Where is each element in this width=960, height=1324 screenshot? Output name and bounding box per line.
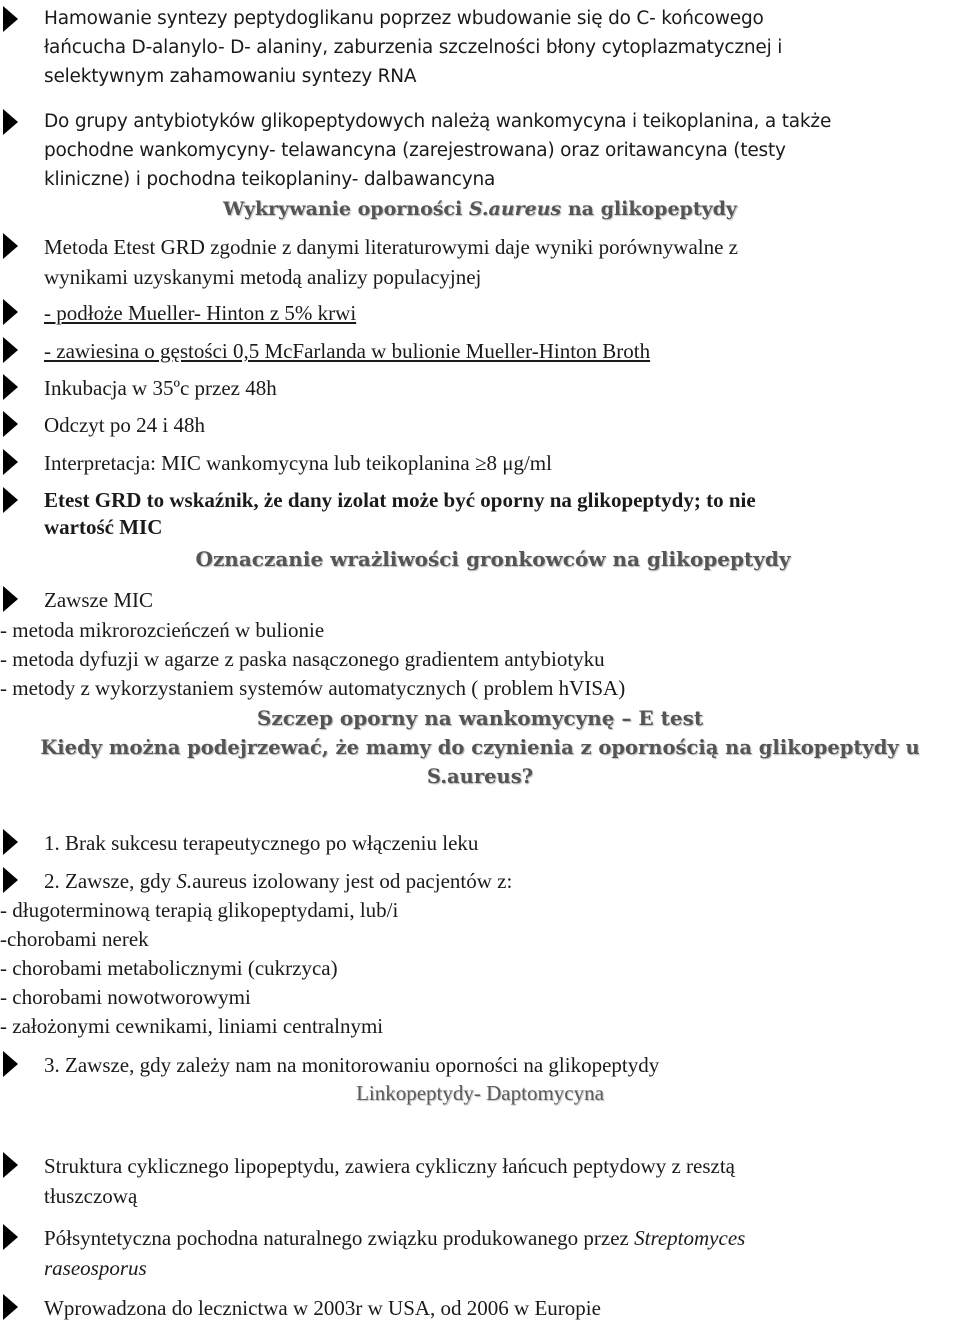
text-line: Etest GRD to wskaźnik, że dany izolat może być oporny na glikopeptydy; to nie bbox=[44, 488, 756, 512]
text-line: Hamowanie syntezy peptydoglikanu poprzez wbudowanie się do C- końcowego bbox=[44, 8, 764, 29]
bullet-text: 3. Zawsze, gdy zależy nam na monitorowaniu oporności na glikopeptydy bbox=[44, 1053, 660, 1077]
section-heading-etest-resistant: Szczep oporny na wankomycynę – E test bbox=[256, 706, 704, 730]
heading-italic-text: S.aureus bbox=[468, 198, 562, 220]
text-line-italic: raseosporus bbox=[44, 1256, 147, 1280]
bullet-arrow-icon bbox=[3, 487, 18, 513]
list-item: - chorobami metabolicznymi (cukrzyca) bbox=[0, 956, 338, 980]
bullet-arrow-icon bbox=[3, 299, 18, 325]
text-span: izolowany jest od pacjentów z: bbox=[246, 869, 513, 893]
bullet-arrow-icon bbox=[3, 586, 18, 612]
text-span-italic: Streptomyces bbox=[634, 1226, 746, 1250]
bullet-text bbox=[44, 107, 958, 194]
text-line: Do grupy antybiotyków glikopeptydowych należą wankomycyna i teikoplanina, a także bbox=[44, 111, 832, 132]
bullet-text bbox=[44, 1223, 958, 1283]
bullet-text: 1. Brak sukcesu terapeutycznego po włączeniu leku bbox=[44, 831, 479, 855]
text-line: Metoda Etest GRD zgodnie z danymi literaturowymi daje wyniki porównywalne z bbox=[44, 235, 738, 259]
text-line: tłuszczową bbox=[44, 1184, 138, 1208]
text-line: selektywnym zahamowaniu syntezy RNA bbox=[44, 66, 417, 87]
bullet-text: Interpretacja: MIC wankomycyna lub teikoplanina ≥8 μg/ml bbox=[44, 451, 552, 475]
text-span-italic: S. bbox=[176, 869, 193, 893]
bullet-text: Zawsze MIC bbox=[44, 588, 154, 612]
list-item: - metoda mikrorozcieńczeń w bulionie bbox=[0, 618, 325, 642]
bullet-arrow-icon bbox=[3, 109, 18, 135]
text-line bbox=[44, 1223, 958, 1253]
text-line: Struktura cyklicznego lipopeptydu, zawiera cykliczny łańcuch peptydowy z resztą bbox=[44, 1154, 735, 1178]
text-line: wartość MIC bbox=[44, 515, 163, 539]
list-item: - metoda dyfuzji w agarze z paska nasączonego gradientem antybiotyku bbox=[0, 647, 605, 671]
bullet-arrow-icon bbox=[3, 374, 18, 400]
bullet-arrow-icon bbox=[3, 449, 18, 475]
text-line: wynikami uzyskanymi metodą analizy populacyjnej bbox=[44, 265, 482, 289]
bullet-arrow-icon bbox=[3, 829, 18, 855]
heading-text: na glikopeptydy bbox=[561, 198, 737, 220]
section-heading-resistance-detection bbox=[0, 195, 960, 224]
bullet-arrow-icon bbox=[3, 233, 18, 259]
list-item: -chorobami nerek bbox=[0, 927, 149, 951]
bullet-text: - zawiesina o gęstości 0,5 McFarlanda w bulionie Mueller-Hinton Broth bbox=[44, 339, 651, 363]
list-item: - długoterminową terapią glikopeptydami, lub/i bbox=[0, 898, 399, 922]
section-heading-susceptibility: Oznaczanie wrażliwości gronkowców na glikopeptydy bbox=[195, 547, 791, 571]
list-item: - chorobami nowotworowymi bbox=[0, 985, 251, 1009]
bullet-text bbox=[44, 1151, 958, 1211]
section-heading-daptomycin: Linkopeptydy- Daptomycyna bbox=[356, 1081, 604, 1105]
bullet-text: - podłoże Mueller- Hinton z 5% krwi bbox=[44, 301, 357, 325]
bullet-text bbox=[44, 487, 958, 541]
bullet-text: Wprowadzona do lecznictwa w 2003r w USA, od 2006 w Europie bbox=[44, 1296, 601, 1320]
bullet-arrow-icon bbox=[3, 6, 18, 32]
bullet-text bbox=[44, 4, 958, 91]
bullet-text bbox=[44, 866, 958, 896]
bullet-arrow-icon bbox=[3, 411, 18, 437]
text-line: pochodne wankomycyny- telawancyna (zarejestrowana) oraz oritawancyna (testy bbox=[44, 140, 786, 161]
bullet-arrow-icon bbox=[3, 337, 18, 363]
heading-line: S.aureus? bbox=[426, 765, 534, 788]
text-line: łańcucha D-alanylo- D- alaniny, zaburzenia szczelności błony cytoplazmatycznej i bbox=[44, 37, 783, 58]
text-span: Półsyntetyczna pochodna naturalnego związku produkowanego przez bbox=[44, 1226, 635, 1250]
text-span: 2. Zawsze, gdy bbox=[44, 869, 177, 893]
text-span: aureus bbox=[192, 869, 247, 893]
bullet-text: Odczyt po 24 i 48h bbox=[44, 413, 205, 437]
bullet-arrow-icon bbox=[3, 1294, 18, 1320]
bullet-arrow-icon bbox=[3, 1224, 18, 1250]
text-line: kliniczne) i pochodna teikoplaniny- dalbawancyna bbox=[44, 169, 496, 190]
list-item: - założonymi cewnikami, liniami centralnymi bbox=[0, 1014, 384, 1038]
section-heading-when-suspect bbox=[0, 733, 960, 791]
bullet-arrow-icon bbox=[3, 867, 18, 893]
bullet-arrow-icon bbox=[3, 1051, 18, 1077]
bullet-arrow-icon bbox=[3, 1152, 18, 1178]
bullet-text: Inkubacja w 35ºc przez 48h bbox=[44, 376, 277, 400]
list-item: - metody z wykorzystaniem systemów automatycznych ( problem hVISA) bbox=[0, 676, 626, 700]
heading-line: Kiedy można podejrzewać, że mamy do czynienia z opornością na glikopeptydy u bbox=[40, 736, 920, 759]
heading-text: Wykrywanie oporności bbox=[223, 198, 469, 220]
bullet-text bbox=[44, 232, 958, 292]
